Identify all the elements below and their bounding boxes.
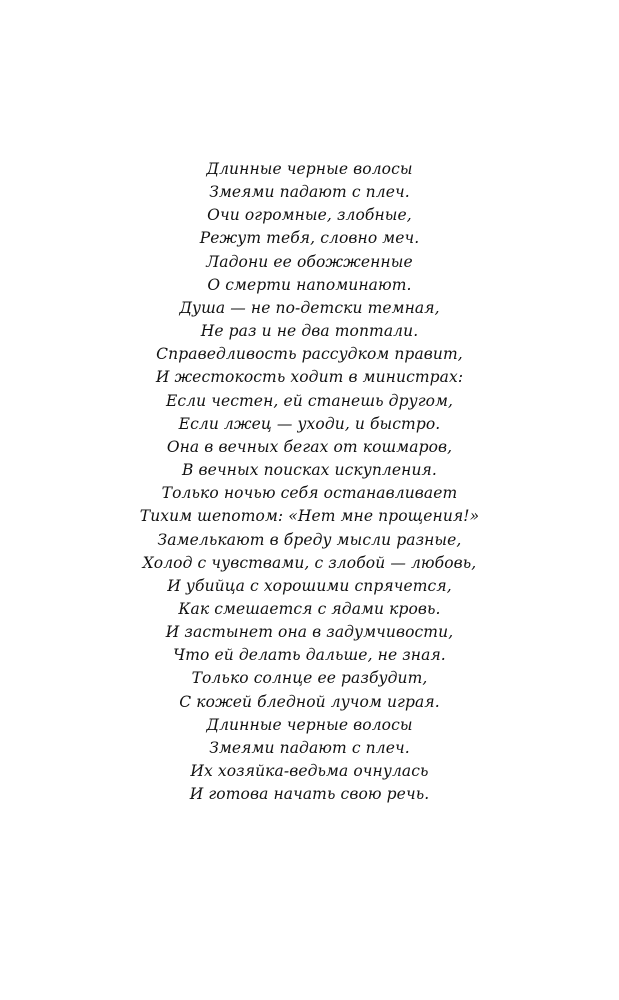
poem-line: Змеями падают с плеч. xyxy=(209,183,410,202)
poem-line: Холод с чувствами, с злобой — любовь, xyxy=(142,553,477,572)
poem-line: Змеями падают с плеч. xyxy=(209,738,410,757)
poem-line: Режут тебя, словно меч. xyxy=(199,229,420,248)
poem-line: Справедливость рассудком правит, xyxy=(156,345,463,364)
poem-line: Что ей делать дальше, не зная. xyxy=(173,646,446,665)
poem-line: Если лжец — уходи, и быстро. xyxy=(178,414,441,433)
poem-line: В вечных поисках искупления. xyxy=(182,461,437,480)
poem-text xyxy=(0,158,619,806)
poem-line: Длинные черные волосы xyxy=(206,160,413,178)
poem-line: Их хозяйка-ведьма очнулась xyxy=(190,762,429,781)
poem-line: Как смешается с ядами кровь. xyxy=(178,599,441,618)
poem-line: С кожей бледной лучом играя. xyxy=(179,692,440,711)
poem-line: И убийца с хорошими спрячется, xyxy=(167,576,452,595)
poem-line: И жестокость ходит в министрах: xyxy=(155,368,464,387)
poem-line: Ладони ее обожженные xyxy=(206,252,413,271)
poem-line: Она в вечных бегах от кошмаров, xyxy=(166,437,453,456)
poem-line: Тихим шепотом: «Нет мне прощения!» xyxy=(139,507,480,526)
poem-line: Очи огромные, злобные, xyxy=(207,206,412,225)
poem-line: Не раз и не два топтали. xyxy=(200,322,419,341)
poem-line: И застынет она в задумчивости, xyxy=(165,623,454,642)
poem-line: Только ночью себя останавливает xyxy=(161,484,458,503)
poem-line: И готова начать свою речь. xyxy=(189,785,430,804)
poem-line: О смерти напоминают. xyxy=(207,275,412,294)
poem-line: Только солнце ее разбудит, xyxy=(191,669,428,688)
poem-line: Душа — не по-детски темная, xyxy=(179,298,440,317)
poem-line: Если честен, ей станешь другом, xyxy=(165,391,454,410)
poem-line: Замелькают в бреду мысли разные, xyxy=(157,530,462,549)
poem-line: Длинные черные волосы xyxy=(206,715,413,734)
